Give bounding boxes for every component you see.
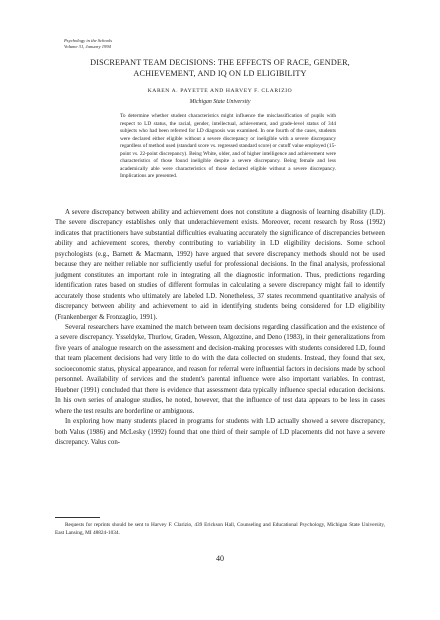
body-paragraph: A severe discrepancy between ability and achievement does not constitute a diagnosis of learning disability (LD). The severe discrepancy establishes only that underachievement exists. Moreover, recent research by Ross (1992) indicates that practitioners have substantial difficulties evaluating accurately the significance of discrepancies between ability and achievement scores, thereby contributing to variability in LD eligibility decisions. Some school psychologists (e.g., Barnett & Macmann, 1992) have argued that severe discrepancy methods should not be used because they are neither reliable nor sufficiently useful for professional decisions. In the final analysis, professional judgment constitutes an important role in integrating all the diagnostic information. Thus, predictions regarding identification rates based on studies of different formulas in calculating a severe discrepancy might fail to identify accurately those students who ultimately are labeled LD. Nonetheless, 37 states recommend quantitative analysis of discrepancy between ability and achievement to aid in identifying students being considered for LD eligibility (Frankenberger & Fronzaglio, 1991). — [55, 209, 385, 321]
article-authors: KAREN A. PAYETTE AND HARVEY F. CLARIZIO — [147, 88, 293, 94]
body-paragraph: Several researchers have examined the match between team decisions regarding classification and the existence of a severe discrepancy. Ysseldyke, Thurlow, Graden, Wesson, Algozzine, and Deno (1983), in their generalizations from five years of analogue research on the assessment and decision-making processes with students considered LD, found that team placement decisions had very little to do with the data collected on students. Instead, they found that sex, socioeconomic status, physical appearance, and reason for referral were influential factors in decisions made by school personnel. Availability of services and the student's parental influence were also important variables. In contrast, Huebner (1991) concluded that there is evidence that assessment data typically influence special education decisions. In his own series of analogue studies, he noted, however, that the influence of test data appears to be less in cases where the test results are borderline or ambiguous. — [55, 323, 385, 415]
page-number: 40 — [216, 554, 224, 563]
journal-header — [64, 38, 112, 50]
journal-volume: Volume 31, January 1994 — [64, 44, 111, 49]
footnote-rule — [55, 517, 100, 518]
journal-name: Psychology in the Schools — [64, 38, 113, 43]
article-body — [55, 208, 385, 448]
author-affiliation: Michigan State University — [189, 99, 251, 105]
footnote: Requests for reprints should be sent to Harvey F. Clarizio, 439 Erickson Hall, Counseling and Educational Psychology, Michigan State University, East Lansing, MI 48824-1034. — [55, 522, 385, 536]
body-paragraph: In exploring how many students placed in programs for students with LD actually showed a severe discrepancy, both Valus (1986) and McLesky (1992) found that one third of their sample of LD placements did not have a severe discrepancy. Valus con- — [55, 418, 385, 446]
abstract: To determine whether student characteristics might influence the misclassification of pupils with respect to LD status, the racial, gender, intellectual, achievement, and grade-level status of 344 subjects who had been referred for LD diagnosis was examined. In one fourth of the cases, students were declared either eligible without a severe discrepancy or ineligible with a severe discrepancy regardless of method used (standard score vs. regressed standard score) or cutoff value employed (15-point vs. 22-point discrepancy). Being White, older, and of higher intelligence and achievement were characteristics of those found ineligible despite a severe discrepancy. Being female and less academically able were characteristics of those declared eligible without a severe discrepancy. Implications are presented. — [120, 113, 336, 179]
article-title: DISCREPANT TEAM DECISIONS: THE EFFECTS OF RACE, GENDER, ACHIEVEMENT, AND IQ ON LD ELIGIBILITY — [90, 58, 350, 78]
